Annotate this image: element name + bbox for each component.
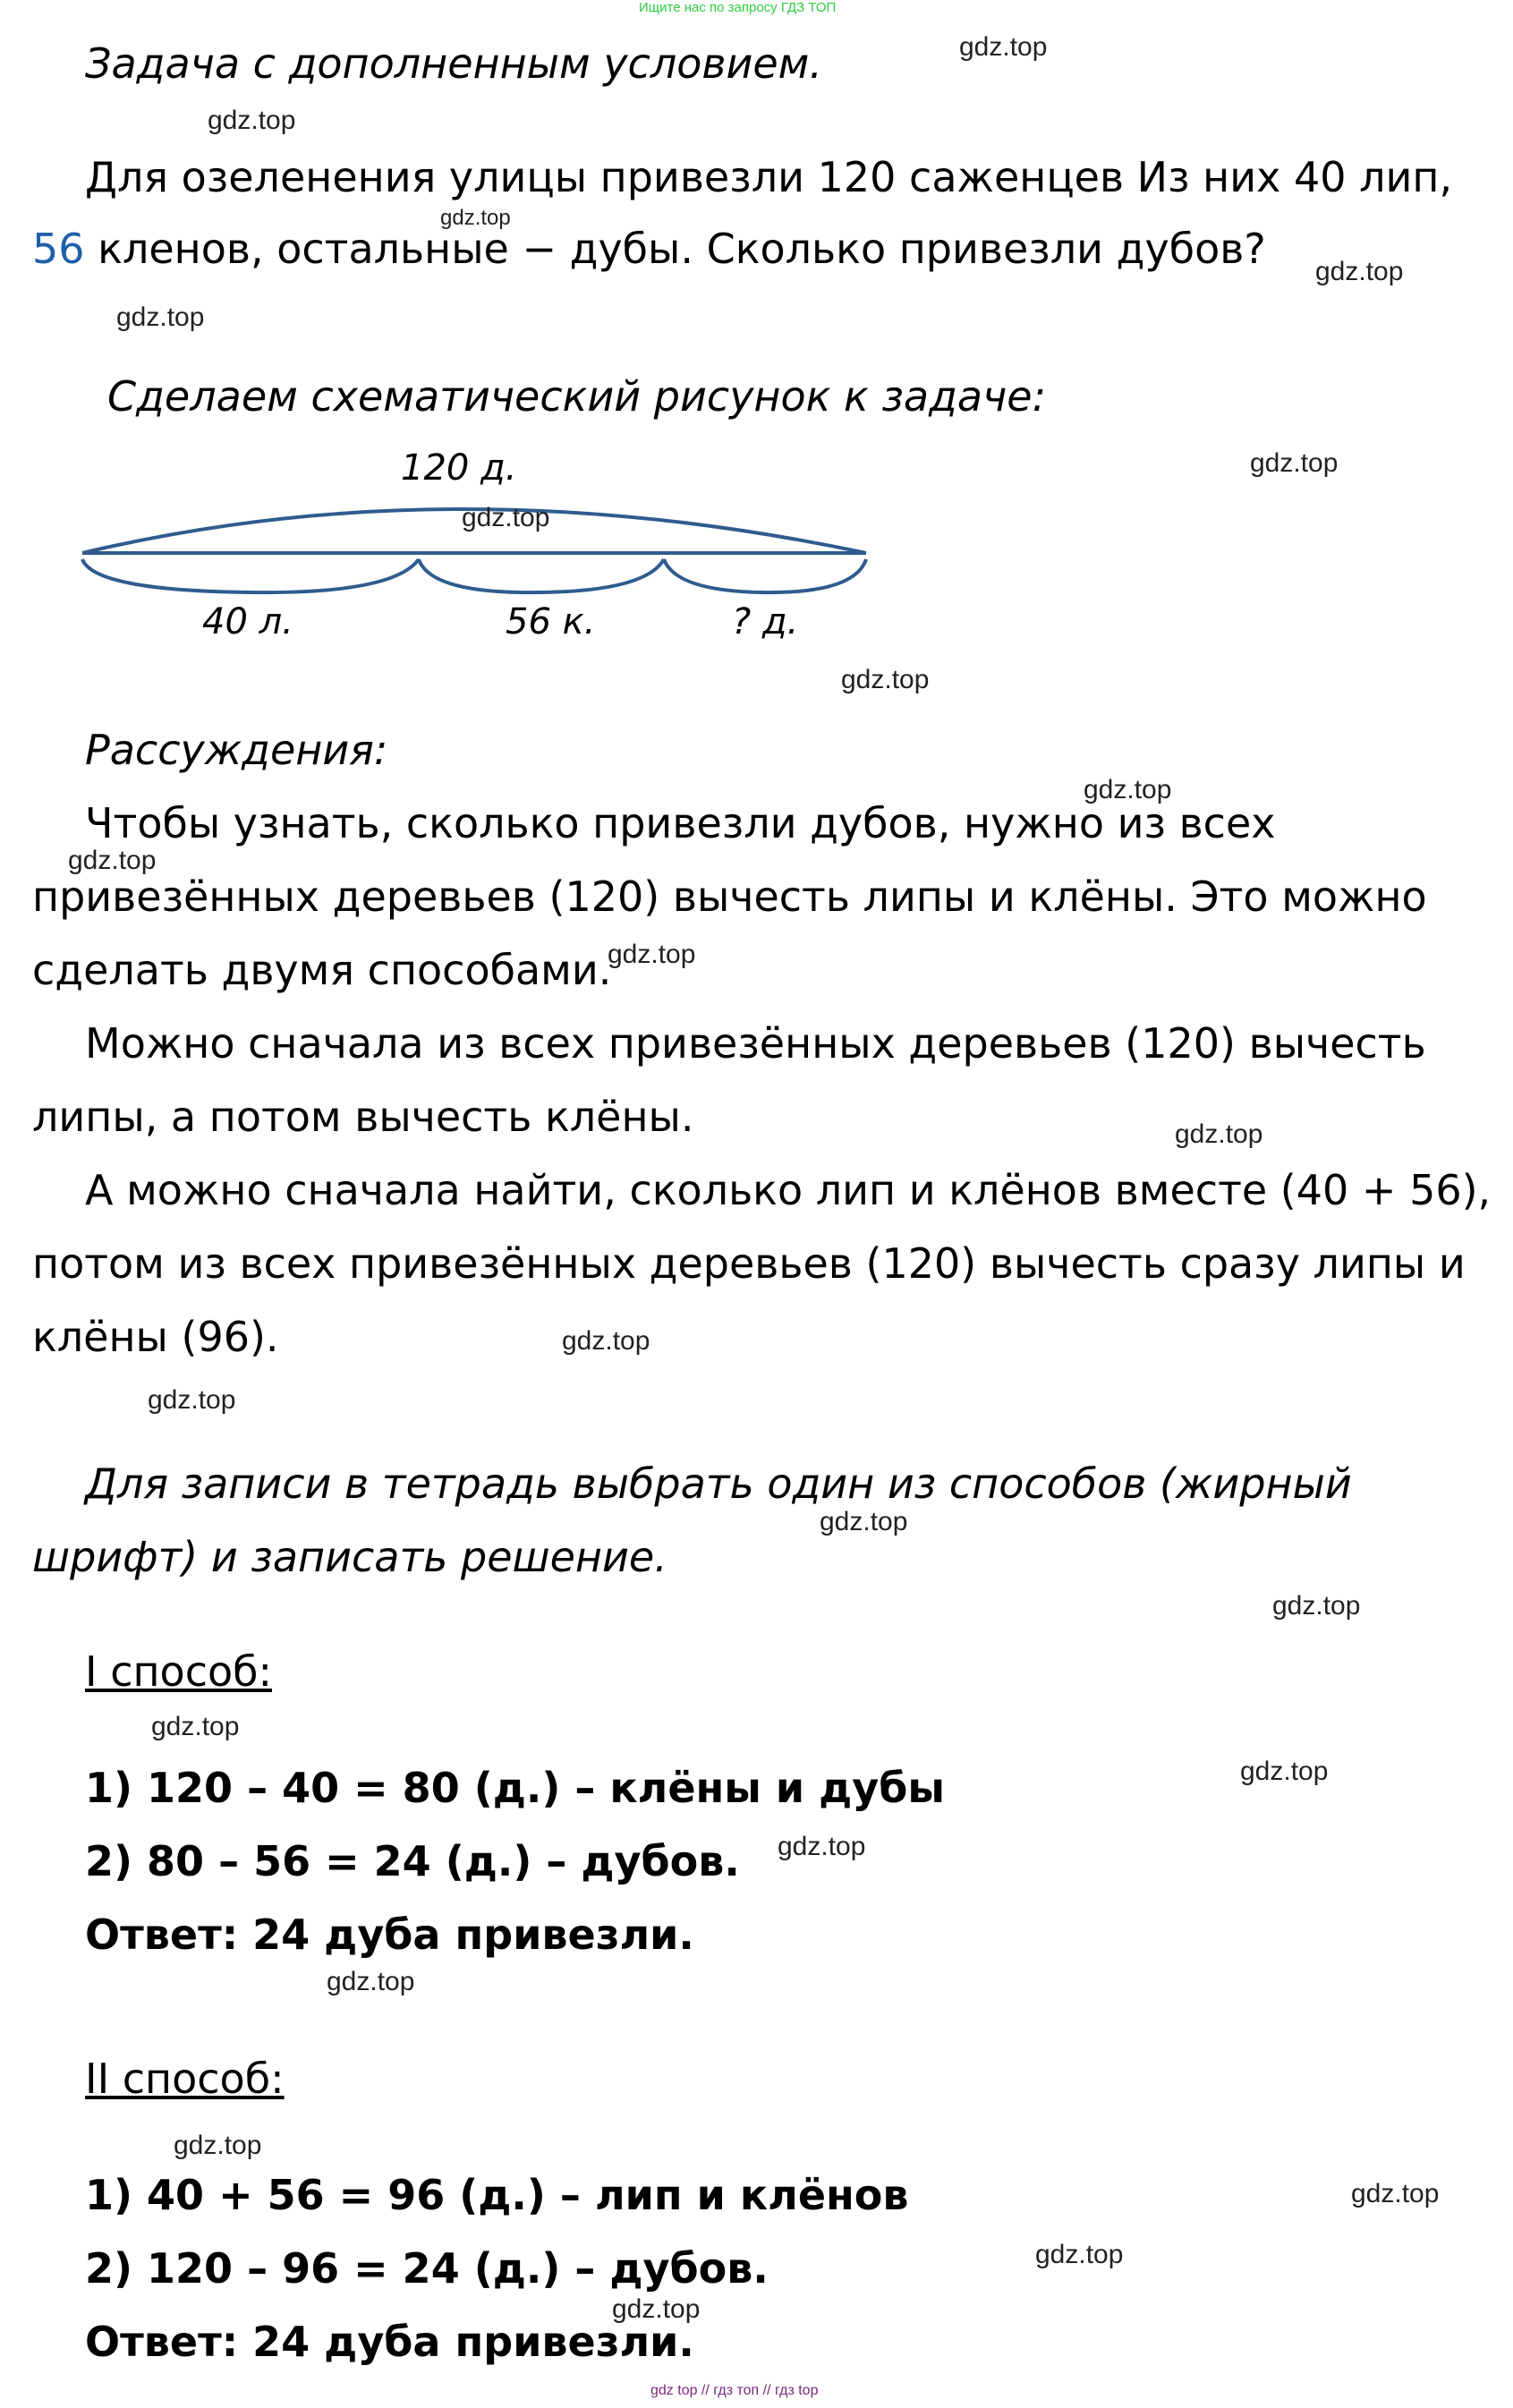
reasoning-line: сделать двумя способами. [32,946,612,994]
watermark: gdz.top [841,665,930,694]
watermark: gdz.top [1240,1757,1329,1786]
task-line-2-text: кленов, остальные − дубы. Сколько привезли дубов? [84,225,1266,273]
watermark: gdz.top [1351,2179,1440,2208]
method-2-step-1: 1) 40 + 56 = 96 (д.) – лип и клёнов [85,2171,909,2219]
watermark: gdz.top [151,1712,240,1741]
segment-label-lindens: 40 л. [202,601,293,642]
segment-brace-1 [82,559,419,592]
watermark: gdz.top [327,1967,415,1996]
watermark: gdz.top [116,302,205,332]
watermark: gdz.top [562,1326,650,1356]
task-title: Задача с дополненным условием. [85,39,823,88]
reasoning-line: привезённых деревьев (120) вычесть липы и клёны. Это можно [32,872,1427,921]
instruction-line-2: шрифт) и записать решение. [32,1533,667,1581]
diagram-caption: Сделаем схематический рисунок к задаче: [107,372,1047,421]
watermark: gdz.top [608,940,696,969]
method-1-answer: Ответ: 24 дуба привезли. [85,1910,694,1959]
watermark: gdz.top [1315,257,1404,286]
method-2-heading: II способ: [85,2055,285,2103]
method-1-heading: I способ: [85,1647,272,1696]
reasoning-line: потом из всех привезённых деревьев (120) вычесть сразу липы и [32,1239,1466,1288]
watermark: gdz.top [68,846,157,875]
footer-note[interactable]: gdz top // гдз топ // гдз top [650,2383,819,2398]
method-1-step-2: 2) 80 – 56 = 24 (д.) – дубов. [85,1837,740,1885]
task-line-1: Для озеленения улицы привезли 120 саженцев Из них 40 лип, [85,153,1453,201]
segment-label-oaks: ? д. [732,601,799,642]
reasoning-line: клёны (96). [32,1313,279,1361]
watermark: gdz.top [462,503,550,532]
watermark: gdz.top [820,1507,908,1536]
method-1-step-1: 1) 120 – 40 = 80 (д.) – клёны и дубы [85,1764,946,1812]
watermark: gdz.top [778,1832,866,1861]
watermark: gdz.top [148,1385,236,1415]
watermark: gdz.top [208,106,296,135]
segment-brace-2 [419,559,664,592]
watermark: gdz.top [1084,775,1172,804]
method-2-answer: Ответ: 24 дуба привезли. [85,2318,694,2366]
segment-brace-3 [664,559,866,592]
reasoning-line: Чтобы узнать, сколько привезли дубов, нужно из всех [85,799,1276,847]
watermark: gdz.top [1175,1119,1263,1149]
watermark: gdz.top [174,2131,262,2160]
reasoning-line: липы, а потом вычесть клёны. [32,1093,694,1141]
watermark: gdz.top [612,2294,701,2324]
reasoning-heading: Рассуждения: [85,726,388,774]
watermark: gdz.top [1035,2240,1124,2269]
watermark: gdz.top [1250,448,1339,478]
watermark: gdz.top [959,32,1048,62]
reasoning-line: Можно сначала из всех привезённых деревьев (120) вычесть [85,1019,1426,1068]
highlighted-number: 56 [32,225,85,273]
reasoning-line: А можно сначала найти, сколько лип и клёнов вместе (40 + 56), [85,1166,1492,1214]
method-2-step-2: 2) 120 – 96 = 24 (д.) – дубов. [85,2244,769,2293]
segment-label-maples: 56 к. [506,601,596,642]
watermark: gdz.top [1272,1591,1361,1621]
diagram-total-label: 120 д. [401,447,517,489]
watermark: gdz.top [440,206,511,230]
header-note[interactable]: Ищите нас по запросу ГДЗ ТОП [639,0,837,15]
instruction-line-1: Для записи в тетрадь выбрать один из способов (жирный [85,1459,1352,1508]
